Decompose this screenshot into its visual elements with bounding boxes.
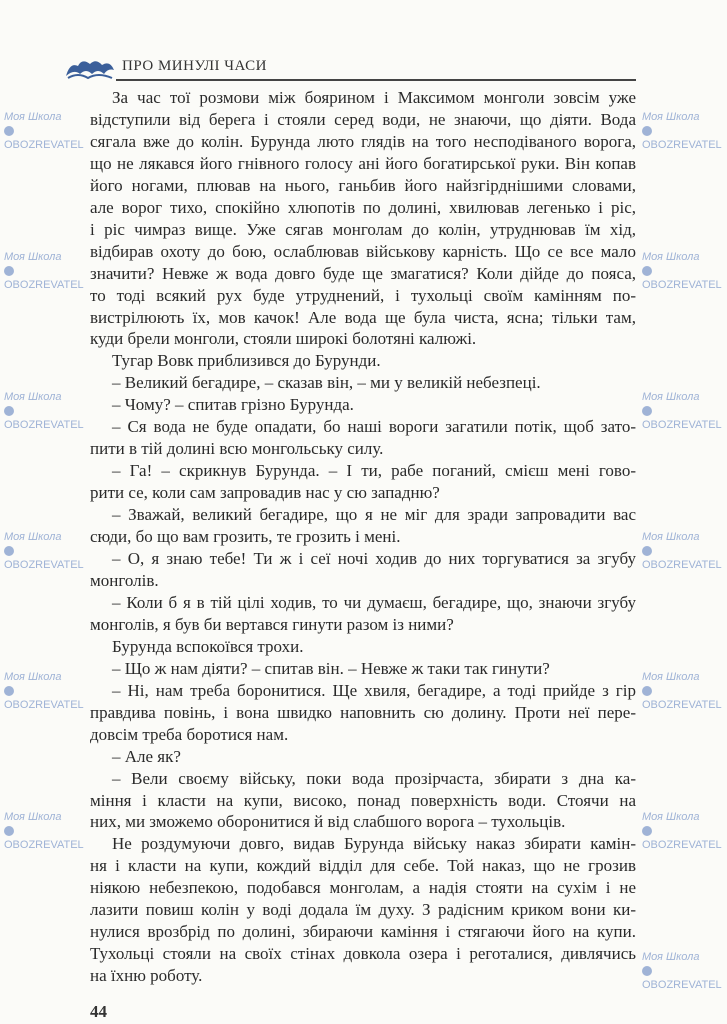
watermark [4, 390, 84, 432]
text-line: ня і класти на купи, кождий відділ для себе. Той наказ, що не грозив [90, 856, 636, 876]
book-logo-icon [64, 56, 116, 82]
text-line: – Ся вода не буде опадати, бо наші вороги загатили потік, щоб зато- [112, 417, 636, 437]
text-line: значити? Невже ж вода довго буде ще змагатися? Коли дійде до пояса, [90, 263, 636, 283]
watermark-logo-icon [4, 546, 14, 556]
watermark-brand: OBOZREVATEL [642, 419, 722, 431]
text-line: – Що ж нам діяти? – спитав він. – Невже ж таки так гинути? [112, 658, 550, 678]
watermark [642, 950, 722, 992]
page-number: 44 [90, 1002, 107, 1022]
text-line: то тоді всякий рух буде утруднений, і тухольці своїм камінням по- [90, 285, 636, 305]
text-line: – Зважай, великий бегадире, що я не міг для зради запровадити вас [112, 505, 636, 525]
text-line: – Га! – скрикнув Бурунда. – І ти, рабе поганий, смієш мені гово- [112, 461, 636, 481]
watermark-school: Моя Школа [642, 811, 700, 823]
text-line: що не лякався його гнівного голосу ані його богатирської руки. Він копав [90, 153, 636, 173]
running-title: ПРО МИНУЛІ ЧАСИ [122, 58, 267, 74]
watermark-school: Моя Школа [642, 531, 700, 543]
watermark-brand: OBOZREVATEL [4, 279, 84, 291]
watermark-logo-icon [4, 826, 14, 836]
watermark-brand: OBOZREVATEL [642, 699, 722, 711]
text-line: сюди, бо що вам грозить, те грозить і мені. [90, 527, 401, 547]
text-line: на їхню роботу. [90, 966, 203, 986]
watermark-logo-icon [642, 966, 652, 976]
watermark-school: Моя Школа [4, 111, 62, 123]
text-line: відступили від берега і стояли серед води, не знаючи, що діяти. Вода [90, 109, 636, 129]
text-line: За час тої розмови між боярином і Максимом монголи зовсім уже [112, 88, 636, 107]
paragraph [90, 460, 636, 504]
watermark-school: Моя Школа [4, 251, 62, 263]
paragraph [90, 658, 636, 680]
paragraph [90, 87, 636, 350]
text-line: Не роздумуючи довго, видав Бурунда війську наказ збирати камін- [112, 834, 636, 854]
paragraph [90, 592, 636, 636]
watermark [642, 530, 722, 572]
watermark-brand: OBOZREVATEL [4, 139, 84, 151]
text-line: рити се, коли сам запровадив нас у сю западню? [90, 483, 440, 503]
text-line: – Але як? [112, 746, 181, 766]
text-line: них, ми зможемо оборонитися й від слабшого ворога – тухольців. [90, 812, 566, 832]
text-line: пити в тій долині всю монгольську силу. [90, 439, 384, 459]
text-line: лазити повиш колін у воді додала їм духу. З радісним криком вони ки- [90, 900, 636, 920]
text-line: Бурунда вспокоївся трохи. [112, 636, 304, 656]
watermark-brand: OBOZREVATEL [4, 699, 84, 711]
watermark [642, 670, 722, 712]
watermark [4, 810, 84, 852]
text-line: правдива повінь, і вона швидко наповнить сю долину. Проти неї пере- [90, 702, 636, 722]
header-rule [116, 79, 636, 81]
text-line: міння і класти на купи, високо, понад поверхність води. Стоячи на [90, 790, 636, 810]
paragraph [90, 768, 636, 834]
watermark-logo-icon [4, 406, 14, 416]
text-line: – Вели своєму війську, поки вода прозірчаста, збирати з дна ка- [112, 768, 636, 788]
watermark-brand: OBOZREVATEL [4, 419, 84, 431]
text-line: Тугар Вовк приблизився до Бурунди. [112, 351, 381, 371]
watermark-school: Моя Школа [642, 951, 700, 963]
watermark [4, 670, 84, 712]
watermark [642, 110, 722, 152]
watermark-brand: OBOZREVATEL [642, 139, 722, 151]
text-line: монголів. [90, 570, 159, 590]
text-line: довсім треба боротися нам. [90, 724, 289, 744]
paragraph [90, 636, 636, 658]
text-line: нулися врозбрід по долині, збираючи каміння і стягаючи його на купи. [90, 922, 636, 942]
paragraphs [90, 87, 636, 987]
text-line: – Великий бегадире, – сказав він, – ми у великій небезпеці. [112, 373, 541, 393]
watermark-brand: OBOZREVATEL [642, 279, 722, 291]
watermark-logo-icon [642, 266, 652, 276]
watermark [642, 810, 722, 852]
watermark-logo-icon [4, 266, 14, 276]
text-line: – Чому? – спитав грізно Бурунда. [112, 395, 354, 415]
watermark-brand: OBOZREVATEL [642, 559, 722, 571]
watermark [4, 530, 84, 572]
watermark-school: Моя Школа [642, 111, 700, 123]
watermark-logo-icon [642, 686, 652, 696]
text-line: і ріс чимраз вище. Уже сягав монголам до колін, утруднював їм хід, [90, 219, 636, 239]
watermark-school: Моя Школа [642, 671, 700, 683]
watermark-logo-icon [642, 406, 652, 416]
watermark [642, 390, 722, 432]
text-line: – Коли б я в тій цілі ходив, то чи думаєш, бегадире, що, знаючи згубу [112, 592, 636, 612]
watermark-brand: OBOZREVATEL [4, 559, 84, 571]
watermark-school: Моя Школа [4, 391, 62, 403]
paragraph [90, 416, 636, 460]
watermark [642, 250, 722, 292]
text-line: ніякою небезпекою, подобався монголам, а надія стояти на сухім і не [90, 878, 636, 898]
watermark-school: Моя Школа [642, 391, 700, 403]
text-line: вистрілюють їх, мов качок! Але вода ще була чиста, ясна; тільки там, [90, 307, 636, 327]
paragraph [90, 548, 636, 592]
text-line: – Ні, нам треба боронитися. Ще хвиля, бегадире, а тоді прийде з гір [112, 680, 636, 700]
watermark-logo-icon [642, 826, 652, 836]
watermark-school: Моя Школа [4, 671, 62, 683]
text-line: Тухольці стояли на своїх стінах довкола озера і реготалися, дивлячись [90, 944, 636, 964]
text-line: сягала вже до колін. Бурунда люто глядів на того несподіваного ворога, [90, 131, 636, 151]
text-line: але ворог тихо, спокійно хлюпотів по долині, хвилював легенько і ріс, [90, 197, 636, 217]
watermark-school: Моя Школа [4, 531, 62, 543]
text-line: його ногами, плював на нього, ганьбив його найзгірднішими словами, [90, 175, 636, 195]
paragraph [90, 746, 636, 768]
watermark-school: Моя Школа [642, 251, 700, 263]
watermark-brand: OBOZREVATEL [642, 979, 722, 991]
watermark-logo-icon [4, 686, 14, 696]
watermark [4, 110, 84, 152]
paragraph [90, 372, 636, 394]
watermark-school: Моя Школа [4, 811, 62, 823]
paragraph [90, 504, 636, 548]
watermark-brand: OBOZREVATEL [4, 839, 84, 851]
text-line: монголів, я був би вертався гинути разом із ними? [90, 614, 454, 634]
paragraph [90, 350, 636, 372]
paragraph [90, 680, 636, 746]
watermark [4, 250, 84, 292]
paragraph [90, 833, 636, 987]
text-line: – О, я знаю тебе! Ти ж і сеї ночі ходив до них торгуватися за згубу [112, 549, 636, 569]
watermark-brand: OBOZREVATEL [642, 839, 722, 851]
watermark-logo-icon [642, 546, 652, 556]
watermark-logo-icon [4, 126, 14, 136]
body-text [90, 87, 636, 1023]
paragraph [90, 394, 636, 416]
text-line: куди брели монголи, стояли широкі болотяні калюжі. [90, 329, 477, 349]
watermark-logo-icon [642, 126, 652, 136]
text-line: відбирав охоту до бою, ослаблював військову карність. Що се все мало [90, 241, 636, 261]
